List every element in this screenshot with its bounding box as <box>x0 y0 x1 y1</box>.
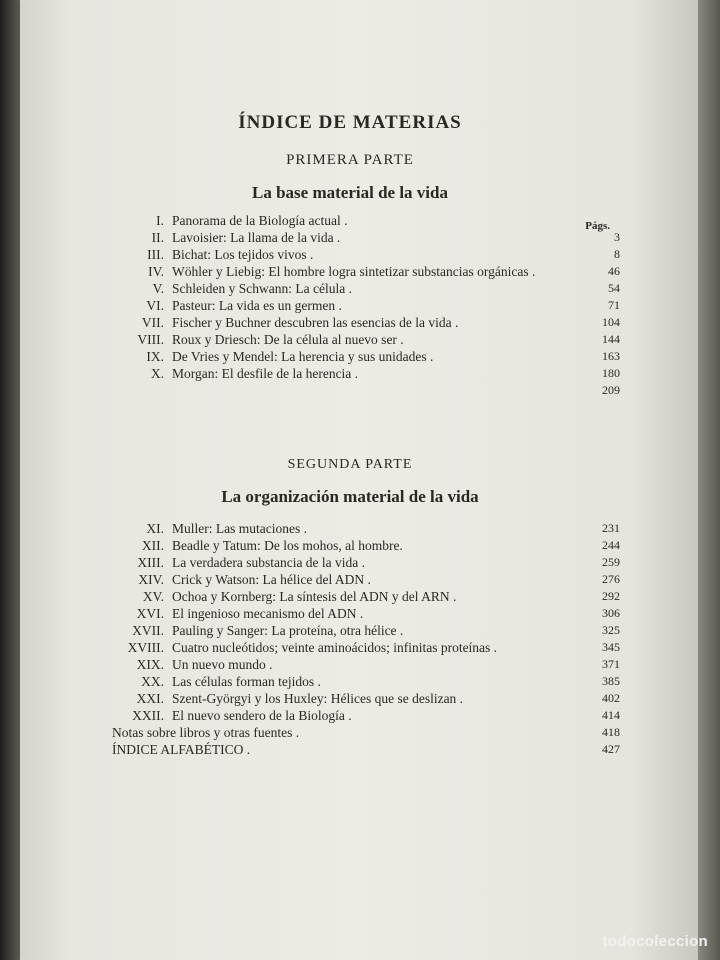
toc-entry <box>80 229 620 246</box>
toc-entry-title: Las células forman tejidos . <box>172 674 321 689</box>
toc-entry-title: Un nuevo mundo . <box>172 657 273 672</box>
toc-entry-page: 259 <box>602 555 620 569</box>
part2-heading: La organización material de la vida <box>221 487 479 506</box>
toc-entry <box>80 212 620 229</box>
part1-label: PRIMERA PARTE <box>286 152 414 168</box>
toc-entry-title: Wöhler y Liebig: El hombre logra sintetizar substancias orgánicas . <box>172 264 536 279</box>
part2-label: SEGUNDA PARTE <box>287 457 413 472</box>
toc-entry-title: Bichat: Los tejidos vivos . <box>172 247 314 262</box>
toc-entry <box>80 554 620 571</box>
toc-entry-title: Pauling y Sanger: La proteína, otra hélice . <box>172 623 404 638</box>
toc-entry-page: 209 <box>602 383 620 397</box>
toc-entry-page: 3 <box>614 230 620 244</box>
toc-entry-page: 306 <box>602 606 620 620</box>
book-edge <box>698 0 720 960</box>
toc-entry-page: 345 <box>602 640 620 654</box>
toc-entry <box>80 622 620 639</box>
toc-entry-title: Cuatro nucleótidos; veinte aminoácidos; infinitas proteínas . <box>172 640 498 655</box>
toc-entry-title: De Vries y Mendel: La herencia y sus unidades . <box>172 349 434 364</box>
toc-entry-page: 402 <box>602 691 620 705</box>
toc-entry-title: Szent-Györgyi y los Huxley: Hélices que se deslizan . <box>172 691 464 706</box>
toc-entry-page: 276 <box>602 572 620 586</box>
book-page <box>20 0 698 960</box>
toc-entry <box>80 365 620 382</box>
toc-entry-title: Pasteur: La vida es un germen . <box>172 298 342 313</box>
toc-entry-number: IV. <box>148 264 164 279</box>
toc-entry-page: 244 <box>602 538 620 552</box>
toc-entry-page: 180 <box>602 366 620 380</box>
toc-entry-number: XXII. <box>132 708 164 723</box>
toc-entry <box>80 588 620 605</box>
toc-entry <box>80 690 620 707</box>
toc-entry-page: 292 <box>602 589 620 603</box>
toc-entry-title: La verdadera substancia de la vida . <box>172 555 366 570</box>
toc-entry-number: XIX. <box>136 657 164 672</box>
pags-label: Págs. <box>585 220 610 232</box>
toc-entry <box>80 605 620 622</box>
part2-list <box>80 520 620 758</box>
toc-entry-title: Beadle y Tatum: De los mohos, al hombre. <box>172 538 403 553</box>
toc-entry <box>80 348 620 365</box>
toc-entry-title: Morgan: El desfile de la herencia . <box>172 366 359 381</box>
toc-entry <box>80 263 620 280</box>
toc-entry-page: 104 <box>602 315 620 329</box>
toc-extra-entry <box>80 741 620 758</box>
toc-entry <box>80 297 620 314</box>
part1-heading: La base material de la vida <box>252 183 448 202</box>
toc-entry-number: XV. <box>142 589 164 604</box>
toc-entry-page: 414 <box>602 708 620 722</box>
toc-entry-page: 231 <box>602 521 620 535</box>
toc-entry-page: 46 <box>608 264 620 278</box>
toc-extra-page: 427 <box>602 742 620 756</box>
toc-entry-page: 163 <box>602 349 620 363</box>
toc-entry-number: XIV. <box>138 572 164 587</box>
toc-extra-title: ÍNDICE ALFABÉTICO . <box>112 742 251 757</box>
toc-extra-page: 418 <box>602 725 620 739</box>
toc-entry <box>80 331 620 348</box>
toc-entry-title: El nuevo sendero de la Biología . <box>172 708 352 723</box>
toc-entry-page: 8 <box>614 247 620 261</box>
toc-extra-title: Notas sobre libros y otras fuentes . <box>112 725 300 740</box>
toc-entry <box>80 639 620 656</box>
toc-entry-number: X. <box>150 366 164 381</box>
toc-entry-number: XXI. <box>136 691 164 706</box>
toc-entry-number: III. <box>147 247 164 262</box>
toc-entry-title: Lavoisier: La llama de la vida . <box>172 230 341 245</box>
watermark-logo: todocoleccion <box>602 933 708 950</box>
toc-entry <box>80 537 620 554</box>
toc-entry-number: XVIII. <box>127 640 164 655</box>
toc-entry <box>80 673 620 690</box>
toc-entry-title: Fischer y Buchner descubren las esencias de la vida . <box>172 315 459 330</box>
toc-entry-number: XX. <box>141 674 164 689</box>
toc-entry-number: I. <box>156 213 164 228</box>
toc-entry-title: Crick y Watson: La hélice del ADN . <box>172 572 371 587</box>
toc-entry-page: 385 <box>602 674 620 688</box>
toc-extra-entry <box>80 724 620 741</box>
toc-entry-number: VIII. <box>137 332 164 347</box>
toc-entry-page: 144 <box>602 332 620 346</box>
toc-entry-number: VI. <box>146 298 164 313</box>
toc-entry <box>80 520 620 537</box>
toc-entry-number: V. <box>152 281 164 296</box>
toc-entry-number: II. <box>151 230 164 245</box>
toc-entry-page: 71 <box>608 298 620 312</box>
toc-entry-number: XII. <box>141 538 164 553</box>
toc-entry-title: Panorama de la Biología actual . <box>172 213 348 228</box>
toc-entry <box>80 246 620 263</box>
toc-entry-page: 325 <box>602 623 620 637</box>
toc-entry <box>80 280 620 297</box>
toc-entry-number: IX. <box>146 349 164 364</box>
toc-entry <box>80 382 620 399</box>
toc-entry-number: XIII. <box>137 555 164 570</box>
toc-entry-number: XVII. <box>132 623 164 638</box>
index-title: ÍNDICE DE MATERIAS <box>238 112 462 133</box>
book-spine <box>0 0 22 960</box>
toc-entry-title: Muller: Las mutaciones . <box>172 521 307 536</box>
toc-entry-title: Schleiden y Schwann: La célula . <box>172 281 352 296</box>
toc-entry-title: Ochoa y Kornberg: La síntesis del ADN y del ARN . <box>172 589 457 604</box>
toc-entry <box>80 707 620 724</box>
toc-entry-page: 371 <box>602 657 620 671</box>
toc-entry-number: XI. <box>146 521 164 536</box>
toc-entry-title: Roux y Driesch: De la célula al nuevo ser . <box>172 332 404 347</box>
toc-entry <box>80 571 620 588</box>
toc-entry-page: 54 <box>608 281 620 295</box>
toc-entry-number: XVI. <box>136 606 164 621</box>
toc-entry <box>80 656 620 673</box>
toc-entry <box>80 314 620 331</box>
toc-entry-title: El ingenioso mecanismo del ADN . <box>172 606 364 621</box>
part1-list <box>80 212 620 399</box>
toc-entry-number: VII. <box>141 315 164 330</box>
